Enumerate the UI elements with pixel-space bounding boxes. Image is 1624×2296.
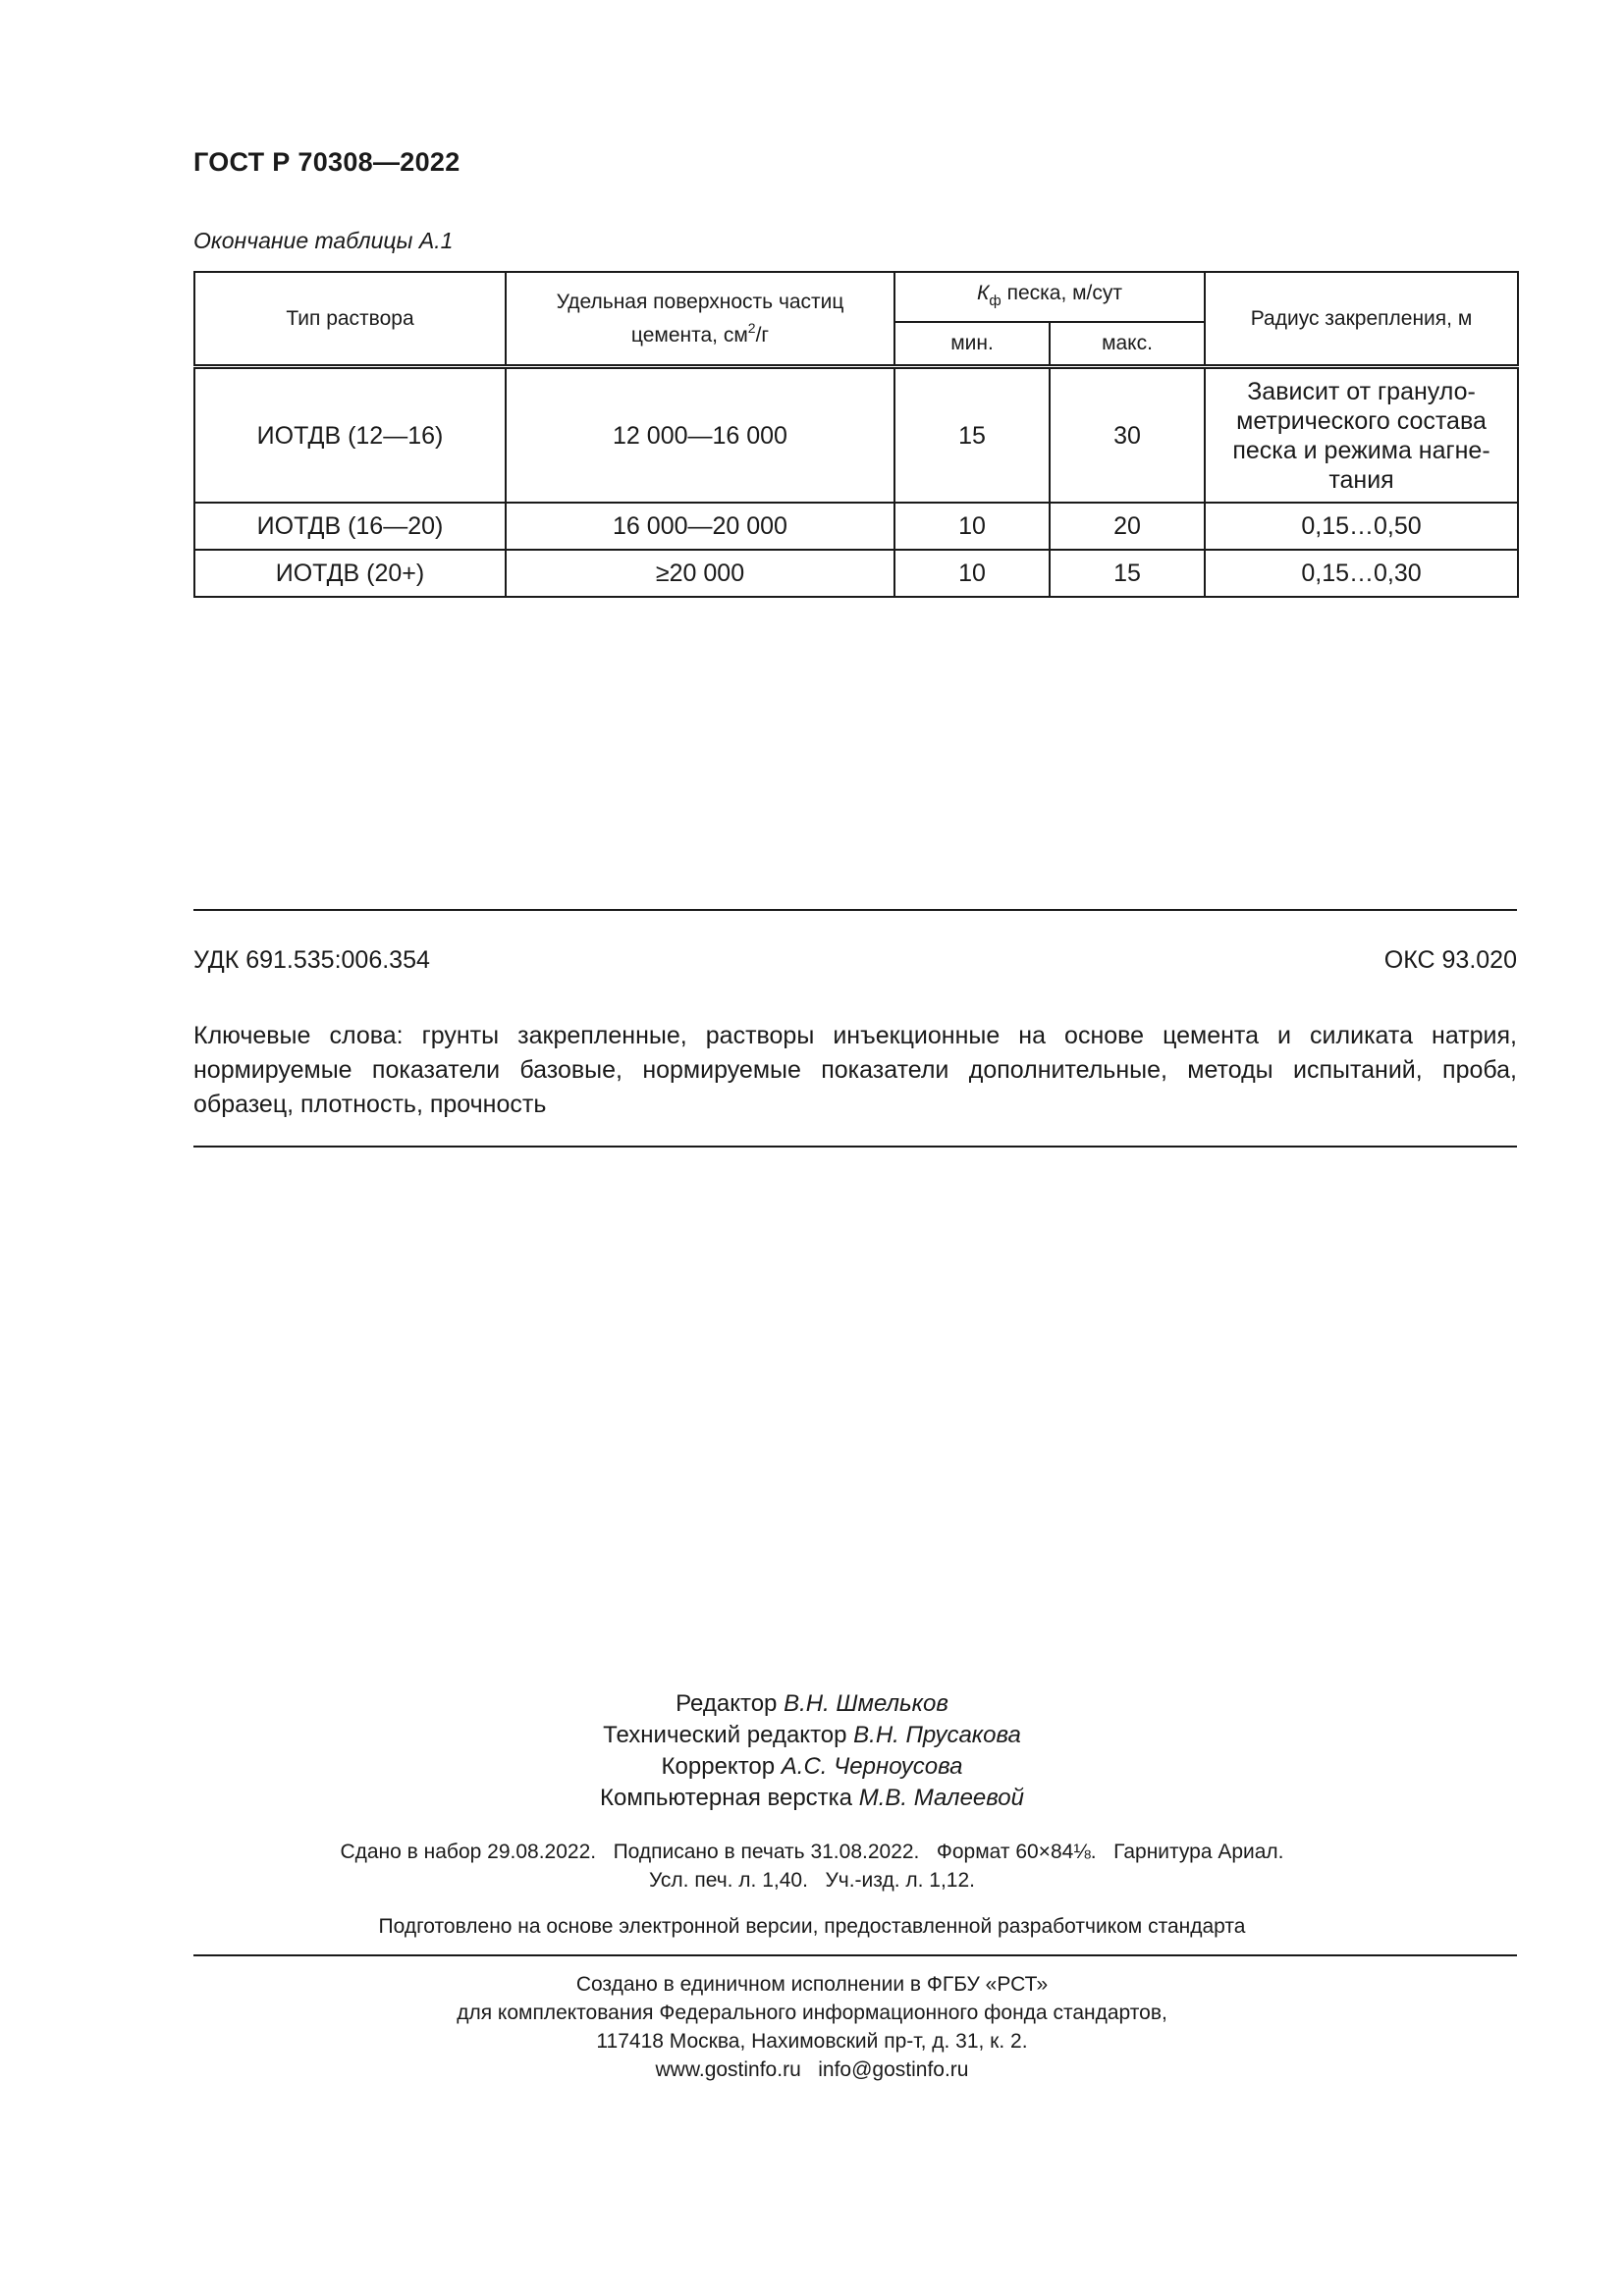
- credit-line: Компьютерная верстка М.В. Малеевой: [600, 1785, 1024, 1811]
- oks-code: ОКС 93.020: [1383, 946, 1517, 974]
- cell-surface: 12 000—16 000: [506, 367, 894, 504]
- cell-max: 15: [1050, 550, 1205, 597]
- print-info-line: Усл. печ. л. 1,40. Уч.-изд. л. 1,12.: [648, 1869, 975, 1892]
- cell-type: ИОТДВ (20+): [194, 550, 506, 597]
- header-kf: $К_ф$ песка, м/сут: [894, 272, 1205, 322]
- cell-type: ИОТДВ (12—16): [194, 367, 506, 504]
- cell-type: ИОТДВ (16—20): [194, 503, 506, 550]
- header-max: макс.: [1050, 322, 1205, 367]
- divider-keywords: [193, 1146, 1517, 1148]
- prepared-note: Подготовлено на основе электронной версии, предоставленной разработчиком стандарта: [378, 1915, 1246, 1938]
- data-table: [193, 271, 1519, 598]
- keywords-paragraph: Ключевые слова: грунты закрепленные, растворы инъекционные на основе цемента и силиката натрия, нормируемые показатели базовые, нормируемые показатели дополнительные, методы испытаний, проба, образец, плотность, прочность: [193, 1022, 1517, 1118]
- cell-radius: 0,15…0,50: [1205, 503, 1518, 550]
- header-radius: Радиус закрепления, м: [1205, 272, 1518, 367]
- print-info: [0, 1838, 1624, 1895]
- header-min: мин.: [894, 322, 1050, 367]
- table-caption: Окончание таблицы А.1: [193, 228, 454, 253]
- table-row: [194, 550, 1518, 597]
- credit-line: Корректор А.С. Черноусова: [661, 1753, 963, 1780]
- cell-surface: 16 000—20 000: [506, 503, 894, 550]
- publisher-line: для комплектования Федерального информационного фонда стандартов,: [457, 2002, 1167, 2024]
- publisher-contacts: www.gostinfo.ru info@gostinfo.ru: [655, 2058, 969, 2081]
- credit-line: Технический редактор В.Н. Прусакова: [603, 1722, 1021, 1748]
- publisher-line: Создано в единичном исполнении в ФГБУ «РСТ»: [575, 1973, 1049, 1996]
- cell-max: 20: [1050, 503, 1205, 550]
- cell-max: 30: [1050, 367, 1205, 504]
- cell-min: 10: [894, 503, 1050, 550]
- divider-top: [193, 909, 1517, 911]
- table-row: [194, 503, 1518, 550]
- cell-min: 15: [894, 367, 1050, 504]
- cell-radius: 0,15…0,30: [1205, 550, 1518, 597]
- header-surface: Удельная поверхность частиц цемента, $см^2/г$: [506, 272, 894, 367]
- divider-bottom: [193, 1954, 1517, 1956]
- publisher-block: [0, 1970, 1624, 2084]
- cell-surface: ≥20 000: [506, 550, 894, 597]
- udk-code: УДК 691.535:006.354: [193, 946, 430, 974]
- cell-min: 10: [894, 550, 1050, 597]
- print-info-line: Сдано в набор 29.08.2022. Подписано в печать 31.08.2022. Формат 60×84⅛. Гарнитура Ариал.: [340, 1841, 1284, 1863]
- document-number: ГОСТ Р 70308—2022: [193, 147, 460, 177]
- table-row: [194, 367, 1518, 504]
- cell-radius: Зависит от грануло-метрического состава песка и режима нагне-тания: [1205, 367, 1518, 504]
- credits-block: [0, 1688, 1624, 1814]
- header-type: Тип раствора: [194, 272, 506, 367]
- publisher-line: 117418 Москва, Нахимовский пр-т, д. 31, к. 2.: [596, 2030, 1028, 2053]
- credit-line: Редактор В.Н. Шмельков: [676, 1690, 948, 1717]
